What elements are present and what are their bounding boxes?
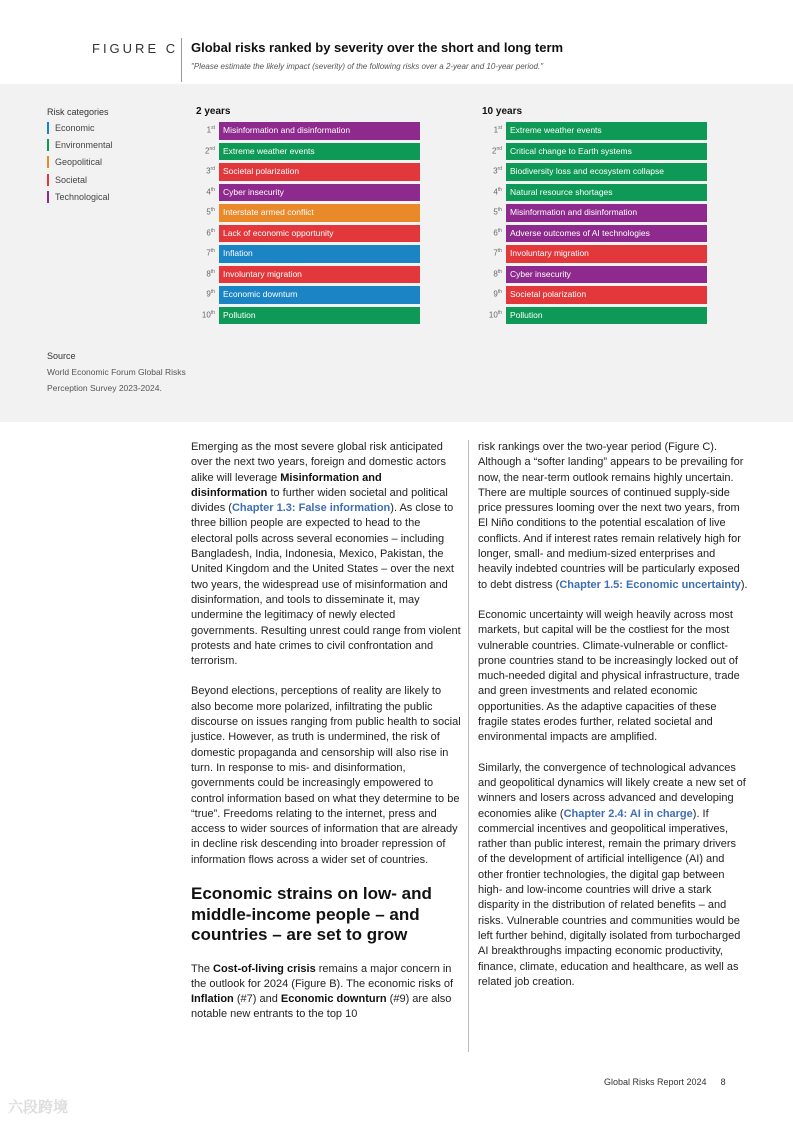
risk-bar: Inflation xyxy=(219,245,420,263)
rank-number: 9th xyxy=(206,289,215,299)
rank-number: 6th xyxy=(493,227,502,238)
figure-title: Global risks ranked by severity over the short and long term xyxy=(191,40,564,55)
legend-item-economic: Economic xyxy=(47,122,113,134)
section-heading: Economic strains on low- and middle-income people – and countries – are set to grow xyxy=(191,884,432,945)
rank-number: 10th xyxy=(488,309,502,320)
risk-bar: Biodiversity loss and ecosystem collapse xyxy=(506,163,707,181)
body-paragraph: Beyond elections, perceptions of reality are likely to also become more polarized, infiltrating the public discourse on issues ranging from public health to social justice. However, as truth is undermined, the risk of domestic propaganda and censorship will also rise in turn. In response to mis- and disinformation, governments could be increasingly empowered to control information based on what they determine to be “true”. Freedoms relating to the internet, press and access to wider sources of information that are already in decline risk descending into broader repression of information flows across a wider set of countries. xyxy=(191,685,461,866)
watermark-logo: 六段跨境 xyxy=(8,1099,69,1116)
body-paragraph: Similarly, the convergence of technological advances and geopolitical dynamics will likely create a new set of winners and losers across advanced and developing economies alike (Chapter 2.4: AI in charge). If commercial incentives and geopolitical imperatives, rather than public interest, remain the primary drivers of the development of artificial intelligence (AI) and other frontier technologies, the digital gap between high- and low-income countries will drive a stark disparity in the distribution of related benefits – and risks. Vulnerable countries and communities would be left further behind, digitally isolated from turbocharged AI breakthroughs impacting economic productivity, finance, climate, education and healthcare, as well as related job creation. xyxy=(478,761,746,988)
rank-number: 4th xyxy=(493,186,502,197)
risk-bar: Adverse outcomes of AI technologies xyxy=(506,225,707,243)
legend-item-geopolitical: Geopolitical xyxy=(47,156,113,168)
rank-number: 5th xyxy=(493,207,502,217)
risk-bar: Economic downturn xyxy=(219,286,420,304)
risk-bar: Cyber insecurity xyxy=(506,266,707,284)
rank-number: 8th xyxy=(493,268,502,279)
rank-number: 1st xyxy=(206,125,215,135)
risk-bar: Misinformation and disinformation xyxy=(506,204,707,222)
rank-number: 4th xyxy=(206,186,215,197)
risk-bar: Involuntary migration xyxy=(506,245,707,263)
legend-item-societal: Societal xyxy=(47,174,113,186)
body-column-left xyxy=(191,440,461,1038)
column-title-10-years: 10 years xyxy=(482,106,523,117)
source-text: World Economic Forum Global Risks Perception Survey 2023-2024. xyxy=(47,367,186,393)
chapter-link[interactable]: Chapter 1.5: Economic uncertainty xyxy=(559,578,741,591)
risk-bar: Critical change to Earth systems xyxy=(506,143,707,161)
rank-number: 3rd xyxy=(493,166,502,176)
rank-number: 7th xyxy=(493,248,502,258)
chapter-link[interactable]: Chapter 2.4: AI in charge xyxy=(563,807,693,820)
risk-bar: Involuntary migration xyxy=(219,266,420,284)
rank-number: 10th xyxy=(201,309,215,320)
body-column-right xyxy=(478,440,748,1005)
report-name: Global Risks Report 2024 xyxy=(604,1077,707,1087)
risk-bar: Interstate armed conflict xyxy=(219,204,420,222)
legend-title: Risk categories xyxy=(47,107,109,117)
column-title-2-years: 2 years xyxy=(196,106,231,117)
column-divider xyxy=(468,440,469,1052)
risk-bar: Pollution xyxy=(506,307,707,325)
body-paragraph: The Cost-of-living crisis remains a major concern in the outlook for 2024 (Figure B). The economic risks of Inflation (#7) and Economic downturn (#9) are also notable new entrants to the top 10 xyxy=(191,962,454,1021)
risk-bar: Natural resource shortages xyxy=(506,184,707,202)
bold-term: Economic downturn xyxy=(280,993,387,1006)
rank-number: 8th xyxy=(206,268,215,279)
risk-bar: Societal polarization xyxy=(506,286,707,304)
risk-bar: Extreme weather events xyxy=(506,122,707,140)
risk-bar: Extreme weather events xyxy=(219,143,420,161)
rank-number: 6th xyxy=(206,227,215,238)
body-paragraph: Economic uncertainty will weigh heavily across most markets, but capital will be the costliest for the most vulnerable countries. Climate-vulnerable or conflict-prone countries stand to be increasingly locked out of much-needed digital and physical infrastructure, trade and green investments and related economic opportunities. As the adaptive capacities of these fragile states erodes further, related societal and environmental impacts are amplified. xyxy=(478,608,740,744)
risk-bar: Lack of economic opportunity xyxy=(219,225,420,243)
risk-bar: Societal polarization xyxy=(219,163,420,181)
figure-label: FIGURE C xyxy=(92,41,179,56)
rank-number: 3rd xyxy=(206,166,215,176)
rank-number: 1st xyxy=(493,125,502,135)
rank-number: 2nd xyxy=(204,145,215,156)
source-title: Source xyxy=(47,351,76,361)
legend-item-technological: Technological xyxy=(47,191,113,203)
body-paragraph: Emerging as the most severe global risk anticipated over the next two years, foreign and domestic actors alike will leverage Misinformation and disinformation to further widen societal and political divides (Chapter 1.3: False information). As close to three billion people are expected to head to the electoral polls across several economies – including Bangladesh, India, Indonesia, Mexico, Pakistan, the United Kingdom and the United States – over the next two years, the widespread use of misinformation and disinformation, and tools to disseminate it, may undermine the legitimacy of newly elected governments. Resulting unrest could range from violent protests and hate crimes to civil confrontation and terrorism. xyxy=(191,441,461,668)
risk-bar: Misinformation and disinformation xyxy=(219,122,420,140)
rank-number: 9th xyxy=(493,289,502,299)
page-number: 8 xyxy=(720,1077,726,1087)
legend-item-environmental: Environmental xyxy=(47,139,113,151)
risk-bar: Pollution xyxy=(219,307,420,325)
figure-separator xyxy=(181,38,182,82)
rank-number: 2nd xyxy=(491,145,502,156)
bold-term: Cost-of-living crisis xyxy=(213,962,316,975)
chapter-link[interactable]: Chapter 1.3: False information xyxy=(231,502,391,515)
rank-number: 5th xyxy=(206,207,215,217)
rank-number: 7th xyxy=(206,248,215,258)
risk-category-legend xyxy=(47,122,113,208)
figure-subtitle: "Please estimate the likely impact (severity) of the following risks over a 2-year and 10-year period." xyxy=(191,62,544,71)
bold-term: Inflation xyxy=(191,993,234,1006)
body-paragraph: risk rankings over the two-year period (Figure C). Although a “softer landing” appears to be prevailing for now, the near-term outlook remains highly uncertain. There are multiple sources of continued supply-side price pressures looming over the next two years, from El Niño conditions to the potential escalation of live conflicts. And if interest rates remain relatively high for longer, small- and medium-sized enterprises and heavily indebted countries will be particularly exposed to debt distress (Chapter 1.5: Economic uncertainty). xyxy=(478,441,748,591)
risk-bar: Cyber insecurity xyxy=(219,184,420,202)
page-footer xyxy=(604,1077,726,1087)
bold-term: Misinformation and disinformation xyxy=(191,471,382,499)
